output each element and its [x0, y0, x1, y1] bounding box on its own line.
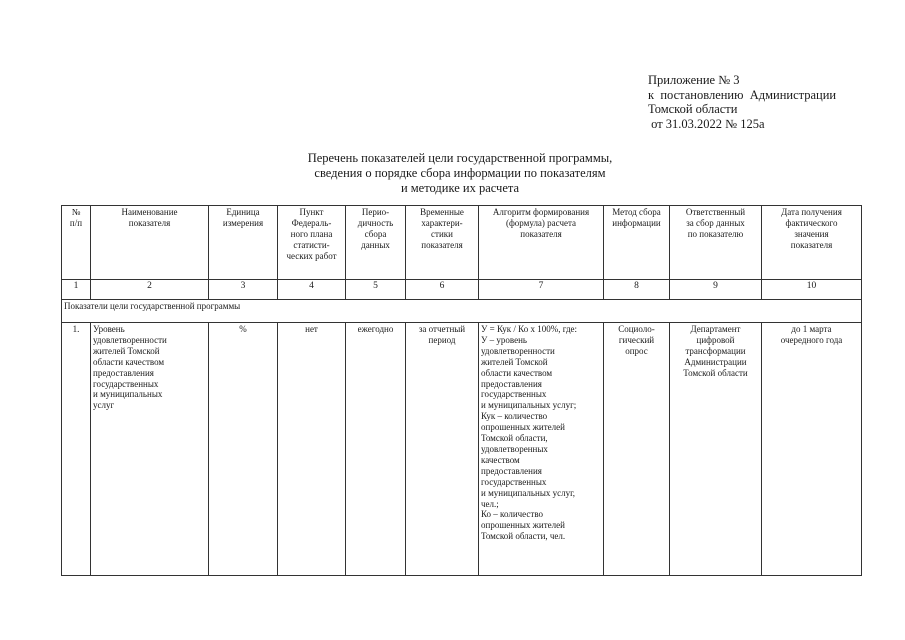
table-header-row — [62, 206, 862, 280]
responsible-party: Департамент цифровой трансформации Администрации Томской области — [670, 323, 762, 576]
collection-method: Социоло- гический опрос — [604, 323, 670, 576]
column-number: 3 — [209, 280, 278, 300]
column-number: 8 — [604, 280, 670, 300]
header-cell: Наименование показателя — [91, 206, 209, 280]
column-number: 10 — [762, 280, 862, 300]
document-title: Перечень показателей цели государственной программы, сведения о порядке сбора информации по показателям и методике их расчета — [307, 151, 613, 195]
indicator-unit: % — [209, 323, 278, 576]
indicators-table — [61, 205, 862, 576]
federal-plan-item: нет — [278, 323, 346, 576]
header-cell: Алгоритм формирования (формула) расчета показателя — [479, 206, 604, 280]
column-number: 5 — [346, 280, 406, 300]
column-number: 6 — [406, 280, 479, 300]
header-cell: № п/п — [62, 206, 91, 280]
header-cell: Дата получения фактического значения показателя — [762, 206, 862, 280]
column-number: 4 — [278, 280, 346, 300]
appendix-header: Приложение № 3 к постановлению Администрации Томской области от 31.03.2022 № 125а — [648, 73, 837, 131]
header-cell: Единица измерения — [209, 206, 278, 280]
section-row — [62, 300, 862, 323]
header-cell: Метод сбора информации — [604, 206, 670, 280]
column-number: 9 — [670, 280, 762, 300]
column-number: 2 — [91, 280, 209, 300]
header-cell: Ответственный за сбор данных по показателю — [670, 206, 762, 280]
periodicity: ежегодно — [346, 323, 406, 576]
section-title: Показатели цели государственной программы — [62, 300, 862, 323]
header-cell: Пункт Федераль- ного плана статисти- ческих работ — [278, 206, 346, 280]
time-characteristics: за отчетный период — [406, 323, 479, 576]
table-row — [62, 323, 862, 576]
column-number-row — [62, 280, 862, 300]
calculation-algorithm: У = Кук / Ко x 100%, где: У – уровень удовлетворенности жителей Томской области качеством предоставления государственных и муниципальных услуг; Кук – количество опрошенных жителей Томской области, удовлетворенных качеством предоставления государственных и муниципальных услуг, чел.; Ко – количество опрошенных жителей Томской области, чел. — [479, 323, 604, 576]
indicator-name: Уровень удовлетворенности жителей Томской области качеством предоставления государственных и муниципальных услуг — [91, 323, 209, 576]
column-number: 7 — [479, 280, 604, 300]
column-number: 1 — [62, 280, 91, 300]
header-cell: Перио- дичность сбора данных — [346, 206, 406, 280]
header-cell: Временные характери- стики показателя — [406, 206, 479, 280]
actual-value-date: до 1 марта очередного года — [762, 323, 862, 576]
row-number: 1. — [62, 323, 91, 576]
